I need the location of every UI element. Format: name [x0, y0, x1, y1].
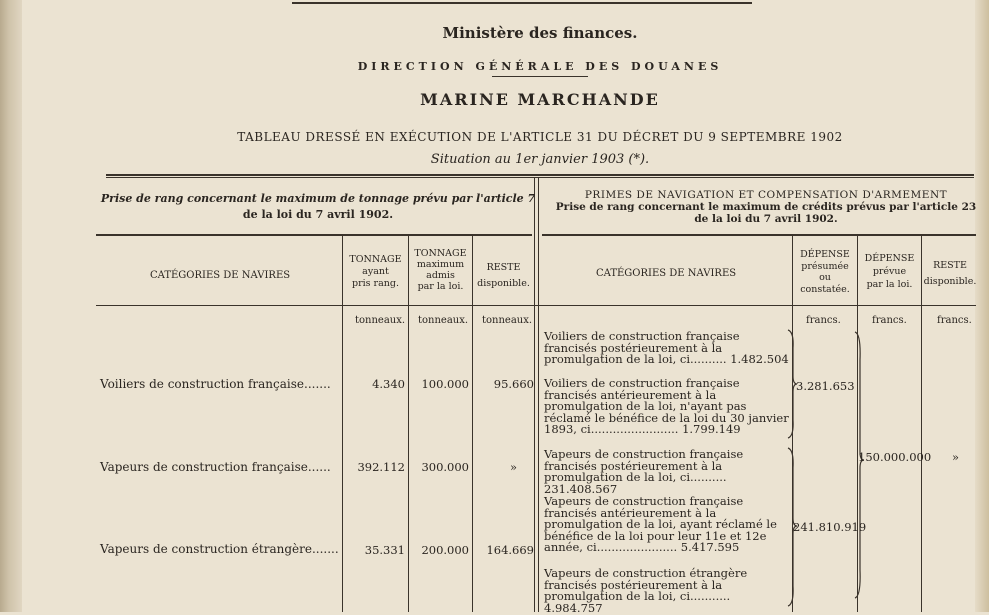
marine-title: MARINE MARCHANDE [420, 90, 660, 109]
row-tonnage-vapeurs-etr: 35.331 [364, 543, 405, 557]
brace-prevue [853, 330, 865, 600]
row-label-voiliers: Voiliers de construction française....... [100, 377, 331, 391]
left-col-max [409, 248, 472, 292]
right-col-reste [922, 258, 978, 290]
row-reste-voiliers: 95.660 [493, 377, 534, 391]
col-max-l2: maximum [416, 259, 465, 270]
left-subhead-rule [96, 234, 532, 236]
col-max-l3: admis [426, 270, 455, 281]
row-max-voiliers: 100.000 [421, 377, 469, 391]
right-heading-line2: Prise de rang concernant le maximum de crédits prévus par l'article 23 [555, 201, 977, 213]
unit-reste: tonneaux. [482, 315, 533, 326]
unit-tonnage: tonneaux. [355, 315, 406, 326]
center-divider [534, 178, 535, 612]
col-rreste-l1: RESTE [933, 260, 967, 271]
entry-vapeurs-etr-post: Vapeurs de construction étrangère francisés postérieurement à la promulgation de la loi, ci........... 4.984.757 [544, 566, 748, 615]
right-subhead-rule [542, 234, 976, 236]
row-reste-vapeurs-fr: » [509, 460, 517, 474]
entry-vapeurs-fr-post: Vapeurs de construction française francisés postérieurement à la promulgation de la loi, ci.......... 231.408.567 [544, 447, 744, 496]
reste-disponible: » [952, 450, 960, 464]
colhead-rule [96, 305, 976, 306]
tableau-title: TABLEAU DRESSÉ EN EXÉCUTION DE L'ARTICLE 31 DU DÉCRET DU 9 SEPTEMBRE 1902 [237, 130, 843, 144]
left-col-categories: CATÉGORIES DE NAVIRES [150, 270, 291, 281]
col-prev-l1: DÉPENSE [864, 253, 915, 264]
total-voiliers: 3.281.653 [796, 379, 855, 393]
page-binding-edge [0, 0, 22, 612]
situation-line: Situation au 1er janvier 1903 (*). [430, 152, 650, 167]
left-heading-line1: Prise de rang concernant le maximum de tonnage prévu par l'article 7 [100, 192, 536, 205]
col-dep-l1: DÉPENSE [800, 249, 850, 260]
col-dep-l4: constatée. [800, 283, 850, 295]
col-reste-l1: RESTE [486, 262, 521, 273]
col-reste-l2: disponible. [477, 278, 530, 289]
col-tonnage-l2: ayant [362, 266, 389, 277]
col-prev-l3: par la loi. [866, 279, 913, 290]
col-prev-l2: prévue [872, 266, 907, 277]
right-col-categories: CATÉGORIES DE NAVIRES [596, 268, 737, 279]
unit-depense: francs. [806, 315, 841, 326]
header-rule [106, 174, 974, 176]
total-vapeurs: 241.810.919 [793, 520, 867, 534]
row-tonnage-vapeurs-fr: 392.112 [357, 460, 405, 474]
row-tonnage-voiliers: 4.340 [372, 377, 405, 391]
center-divider-2 [538, 178, 539, 612]
right-col-depense [793, 249, 857, 295]
entry-voiliers-post: Voiliers de construction française francisés postérieurement à la promulgation de la loi, ci.......... 1.482.504 [544, 329, 789, 366]
unit-max: tonneaux. [418, 315, 469, 326]
right-heading-line1: PRIMES DE NAVIGATION ET COMPENSATION D'ARMEMENT [584, 189, 948, 201]
unit-rreste: francs. [937, 315, 972, 326]
ministry-title: Ministère des finances. [442, 24, 638, 42]
row-max-vapeurs-fr: 300.000 [421, 460, 469, 474]
short-rule [492, 76, 588, 77]
page-right-edge [975, 0, 989, 612]
header-rule-thin [106, 177, 974, 178]
col-max-l1: TONNAGE [414, 248, 467, 259]
left-col-reste [473, 260, 534, 292]
left-heading-line2: de la loi du 7 avril 1902. [242, 208, 394, 221]
right-heading-line3: de la loi du 7 avril 1902. [694, 213, 838, 225]
top-rule [292, 2, 752, 4]
col-tonnage-l1: TONNAGE [349, 254, 402, 265]
left-col-tonnage [343, 254, 408, 290]
vline-6 [921, 236, 922, 612]
right-section-heading [556, 189, 976, 225]
entry-vapeurs-fr-ant: Vapeurs de construction française francisés antérieurement à la promulgation de la loi, ayant réclamé le bénéfice de la loi pour leur 11e et 12e année, ci...................... 5.417.595 [544, 494, 777, 554]
col-dep-l2: présumée [801, 260, 849, 272]
row-reste-vapeurs-etr: 164.669 [486, 543, 534, 557]
row-max-vapeurs-etr: 200.000 [421, 543, 469, 557]
depense-prevue: 150.000.000 [858, 450, 932, 464]
col-tonnage-l3: pris rang. [352, 278, 399, 289]
unit-prevue: francs. [872, 315, 907, 326]
entry-voiliers-ant: Voiliers de construction française francisés antérieurement à la promulgation de la loi, n'ayant pas réclamé le bénéfice de la loi du 30 janvier 1893, ci........................ 1.799.149 [544, 376, 789, 436]
right-col-prevue [858, 252, 921, 291]
direction-title: DIRECTION GÉNÉRALE DES DOUANES [357, 60, 723, 73]
row-label-vapeurs-etr: Vapeurs de construction étrangère....... [100, 542, 339, 556]
row-label-vapeurs-fr: Vapeurs de construction française...... [100, 460, 331, 474]
col-max-l4: par la loi. [417, 281, 464, 292]
col-dep-l3: ou [819, 272, 831, 283]
left-section-heading [101, 191, 535, 223]
col-rreste-l2: disponible. [923, 276, 977, 287]
